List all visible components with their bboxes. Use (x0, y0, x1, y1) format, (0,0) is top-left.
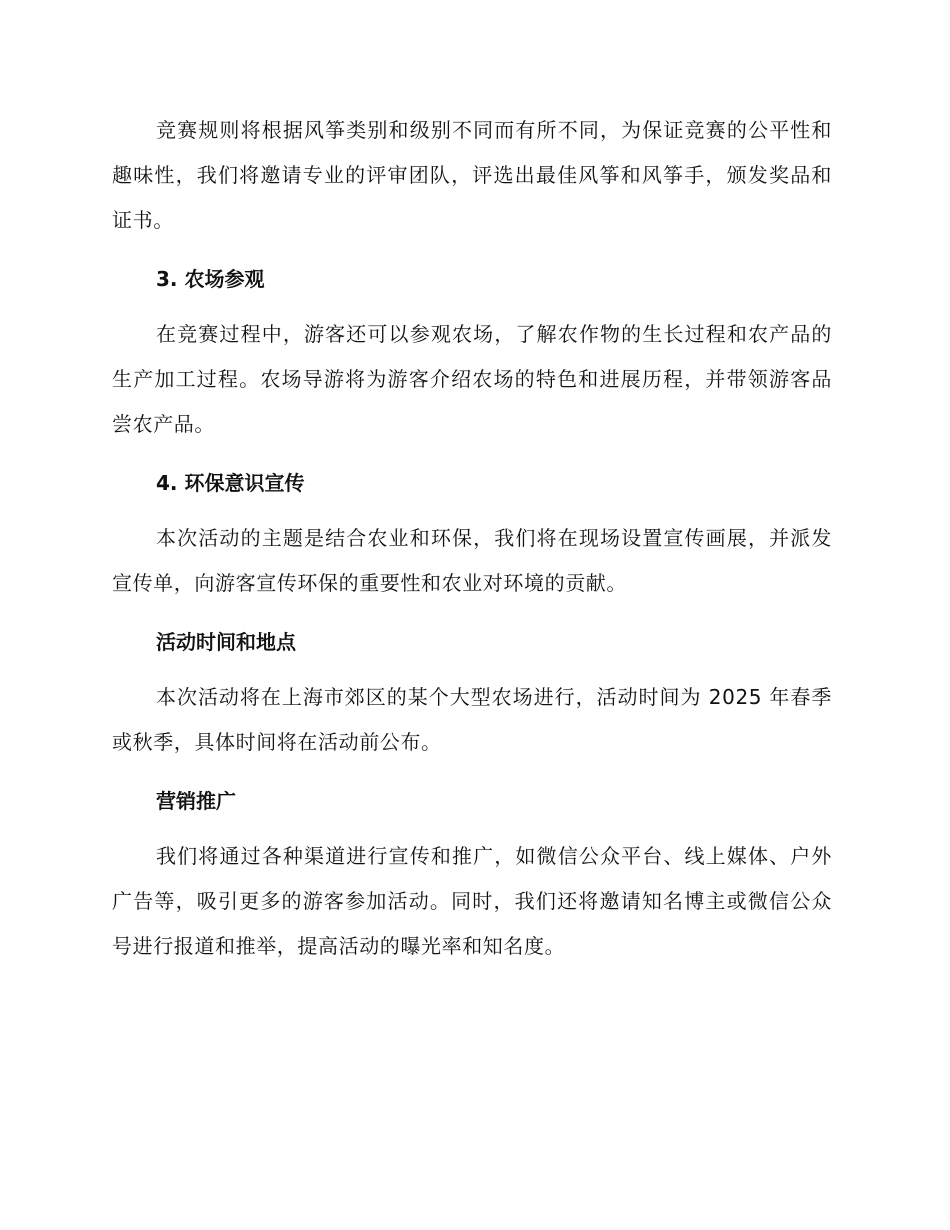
document-body (112, 108, 832, 969)
paragraph-environmental-awareness: 本次活动的主题是结合农业和环保，我们将在现场设置宣传画展，并派发宣传单，向游客宣传环保的重要性和农业对环境的贡献。 (112, 526, 832, 595)
paragraph-marketing: 我们将通过各种渠道进行宣传和推广，如微信公众平台、线上媒体、户外广告等，吸引更多的游客参加活动。同时，我们还将邀请知名博主或微信公众号进行报道和推举，提高活动的曝光率和知名度。 (112, 844, 832, 958)
heading-marketing: 营销推广 (156, 789, 236, 813)
heading-farm-visit: 3. 农场参观 (156, 267, 265, 291)
paragraph-kite-competition-rules: 竞赛规则将根据风筝类别和级别不同而有所不同，为保证竞赛的公平性和趣味性，我们将邀请专业的评审团队，评选出最佳风筝和风筝手，颁发奖品和证书。 (112, 118, 832, 232)
heading-time-and-location: 活动时间和地点 (156, 630, 296, 654)
heading-environmental-awareness: 4. 环保意识宣传 (156, 471, 305, 495)
paragraph-time-and-location: 本次活动将在上海市郊区的某个大型农场进行，活动时间为 2025 年春季或秋季，具体时间将在活动前公布。 (112, 685, 832, 754)
paragraph-farm-visit: 在竞赛过程中，游客还可以参观农场，了解农作物的生长过程和农产品的生产加工过程。农场导游将为游客介绍农场的特色和进展历程，并带领游客品尝农产品。 (112, 322, 832, 436)
